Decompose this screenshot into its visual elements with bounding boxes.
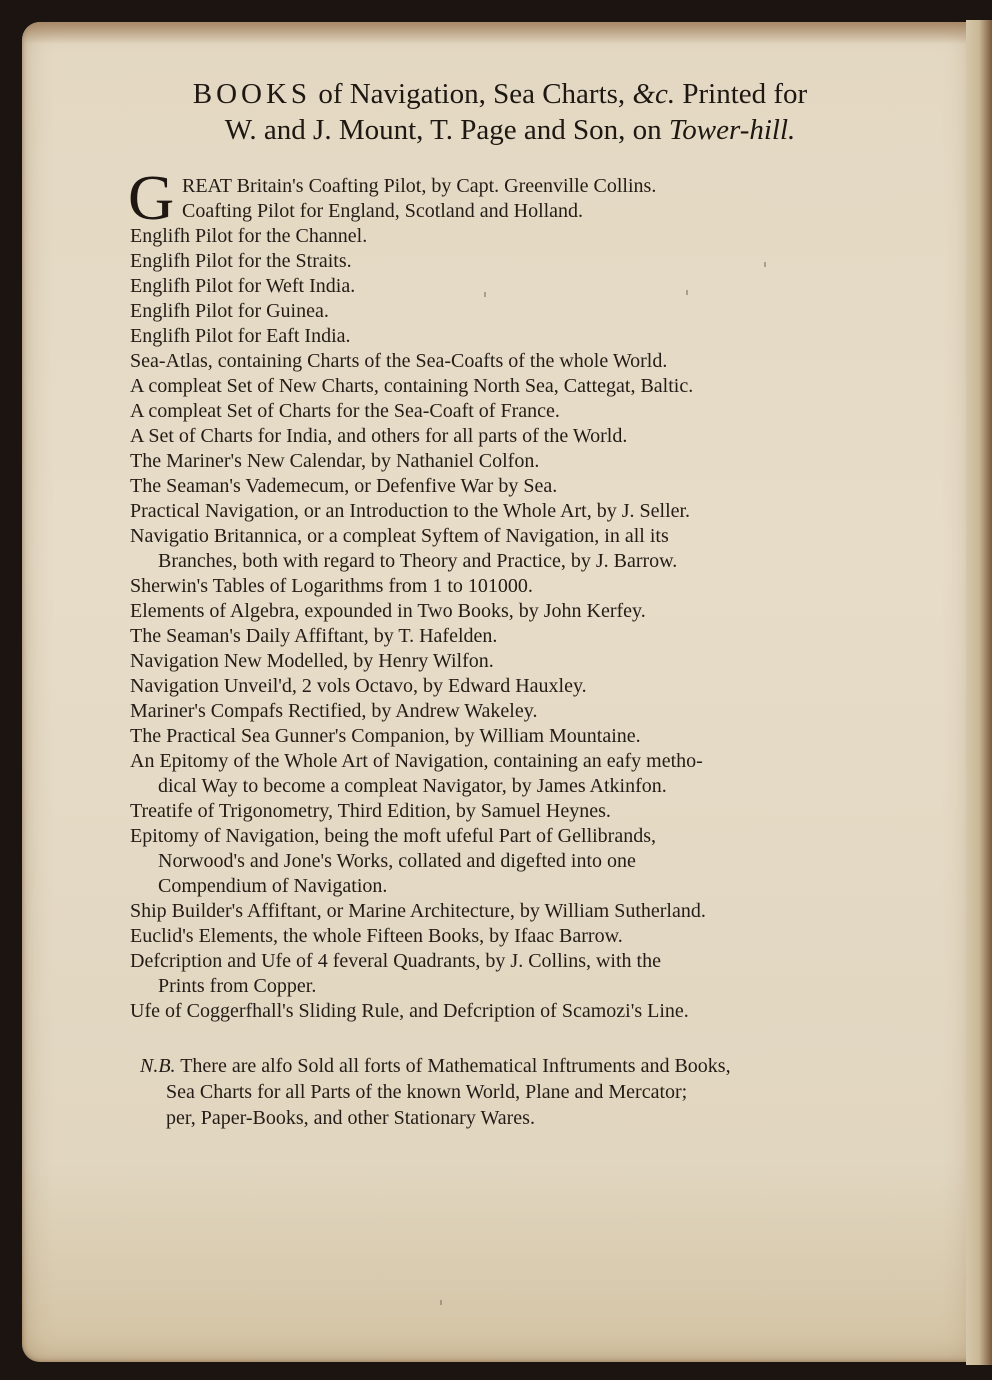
- nb-line-3: per, Paper-Books, and other Stationary Wares.: [166, 1107, 535, 1129]
- paper-speck: [440, 1300, 442, 1305]
- list-item: Navigatio Britannica, or a compleat Syftem of Navigation, in all its: [130, 525, 669, 547]
- list-item: The Mariner's New Calendar, by Nathaniel Colfon.: [130, 450, 540, 472]
- list-item: The Practical Sea Gunner's Companion, by William Mountaine.: [130, 725, 641, 747]
- list-item: Englifh Pilot for the Channel.: [130, 225, 368, 247]
- list-item: Sherwin's Tables of Logarithms from 1 to 101000.: [130, 575, 533, 597]
- list-item: Branches, both with regard to Theory and Practice, by J. Barrow.: [158, 550, 678, 572]
- title-location: Tower-hill.: [668, 114, 796, 146]
- list-item: Ship Builder's Affiftant, or Marine Architecture, by William Sutherland.: [130, 900, 706, 922]
- list-item: A compleat Set of New Charts, containing North Sea, Cattegat, Baltic.: [130, 375, 694, 397]
- list-item: The Seaman's Daily Affiftant, by T. Hafelden.: [130, 625, 498, 647]
- paper-speck: [484, 292, 486, 297]
- list-item: Compendium of Navigation.: [158, 875, 388, 897]
- list-item: A Set of Charts for India, and others for all parts of the World.: [130, 425, 628, 447]
- list-item: Euclid's Elements, the whole Fifteen Books, by Ifaac Barrow.: [130, 925, 623, 947]
- paper-speck: [764, 262, 766, 267]
- nb-line-2: Sea Charts for all Parts of the known World, Plane and Mercator;: [166, 1081, 688, 1103]
- list-item: Treatife of Trigonometry, Third Edition, by Samuel Heynes.: [130, 800, 611, 822]
- list-item: Ufe of Coggerfhall's Sliding Rule, and Defcription of Scamozi's Line.: [130, 1000, 689, 1022]
- list-item: Elements of Algebra, expounded in Two Books, by John Kerfey.: [130, 600, 646, 622]
- nb-mark: N.B.: [140, 1055, 176, 1077]
- list-item: Mariner's Compafs Rectified, by Andrew Wakeley.: [130, 700, 538, 722]
- page-title: [100, 76, 900, 148]
- list-item: An Epitomy of the Whole Art of Navigation, containing an eafy metho-: [130, 750, 703, 772]
- list-item: Epitomy of Navigation, being the moft ufeful Part of Gellibrands,: [130, 825, 656, 847]
- title-line-1: [100, 76, 900, 112]
- nb-text-1: There are alfo Sold all forts of Mathematical Inftruments and Books,: [175, 1055, 731, 1077]
- list-item: Englifh Pilot for Eaft India.: [130, 325, 351, 347]
- list-item: The Seaman's Vademecum, or Defenfive War by Sea.: [130, 475, 558, 497]
- title-line-2: [100, 112, 900, 148]
- nota-bene: [140, 1053, 920, 1131]
- list-item: Navigation New Modelled, by Henry Wilfon.: [130, 650, 494, 672]
- list-item: Navigation Unveil'd, 2 vols Octavo, by Edward Hauxley.: [130, 675, 587, 697]
- list-item: Practical Navigation, or an Introduction to the Whole Art, by J. Seller.: [130, 500, 691, 522]
- paper-speck: [686, 290, 688, 295]
- list-item: dical Way to become a compleat Navigator, by James Atkinfon.: [158, 775, 667, 797]
- list-item: Prints from Copper.: [158, 975, 317, 997]
- title-rest: of Navigation, Sea Charts,: [311, 78, 633, 110]
- list-item: Norwood's and Jone's Works, collated and digefted into one: [158, 850, 636, 872]
- drop-cap: G: [128, 162, 175, 233]
- list-item: Englifh Pilot for the Straits.: [130, 250, 352, 272]
- list-item: Coafting Pilot for England, Scotland and Holland.: [182, 200, 584, 222]
- title-caps: BOOKS: [192, 78, 312, 110]
- list-item: REAT Britain's Coafting Pilot, by Capt. Greenville Collins.: [182, 175, 657, 197]
- nb-line-1: [140, 1053, 920, 1079]
- title-end: Printed for: [675, 78, 808, 110]
- list-item: Sea-Atlas, containing Charts of the Sea-Coafts of the whole World.: [130, 350, 668, 372]
- title-publishers: W. and J. Mount, T. Page and Son, on: [224, 114, 669, 146]
- book-list: [130, 174, 890, 1024]
- list-item: Englifh Pilot for Weft India.: [130, 275, 356, 297]
- list-item: Defcription and Ufe of 4 feveral Quadrants, by J. Collins, with the: [130, 950, 661, 972]
- list-item: Englifh Pilot for Guinea.: [130, 300, 329, 322]
- title-italic: &c.: [632, 78, 676, 110]
- list-item: A compleat Set of Charts for the Sea-Coaft of France.: [130, 400, 560, 422]
- page-edge: [966, 20, 992, 1365]
